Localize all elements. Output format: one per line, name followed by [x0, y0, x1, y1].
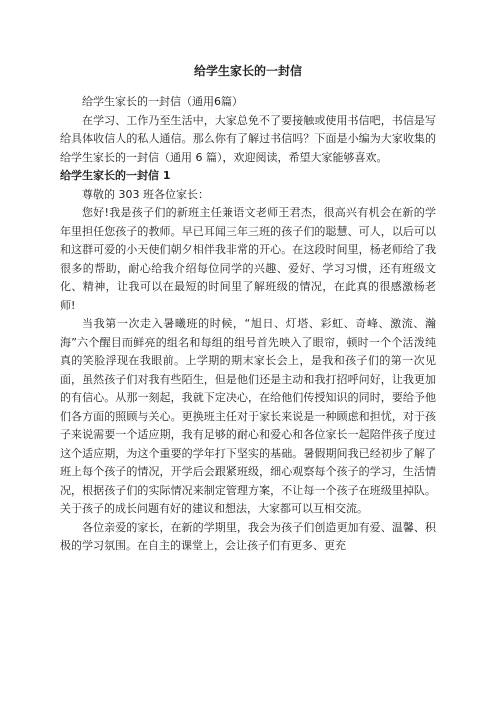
letter-greeting: 尊敬的 303 班各位家长： [82, 187, 209, 201]
intro-paragraph: 在学习、工作乃至生活中，大家总免不了要接触或使用书信吧，书信是写给具体收信人的私人通信。那么你有了解过书信吗？下面是小编为大家收集的给学生家长的一封信（通用 6 篇），欢迎阅读，希望大家能够喜欢。 [60, 113, 436, 164]
document-title: 给学生家长的一封信 [193, 64, 302, 78]
body-paragraph: 您好!我是孩子们的新班主任兼语文老师王君杰，很高兴有机会在新的学年里担任您孩子的教师。早已耳闻三年三班的孩子们的聪慧、可人，以后可以和这群可爱的小天使们朝夕相伴我非常的开心。在这段时间里，杨老师给了我很多的帮助，耐心给我介绍每位同学的兴趣、爱好、学习习惯，还有班级文化、精神，让我可以在最短的时间里了解班级的情况，在此真的很感激杨老师! [60, 206, 436, 312]
section-heading: 给学生家长的一封信 1 [60, 169, 171, 182]
document-subtitle: 给学生家长的一封信（通用6篇） [82, 95, 243, 108]
body-paragraph: 当我第一次走入暑曦班的时候，“旭日、灯塔、彩虹、奇峰、激流、瀚海”六个醒目而鲜亮的组名和每组的组号首先映入了眼帘，顿时一个个活泼纯真的笑脸浮现在我眼前。上学期的期末家长会上，是我和孩子们的第一次见面，虽然孩子们对我有些陌生，但是他们还是主动和我打招呼问好，让我更加的有信心。从那一刻起，我就下定决心，在给他们传授知识的同时，要给予他们各方面的照顾与关心。更换班主任对于家长来说是一种顾虑和担忧，对于孩子来说需要一个适应期，我有足够的耐心和爱心和各位家长一起陪伴孩子度过这个适应期，为这个重要的学年打下坚实的基础。暑假期间我已经初步了解了班上每个孩子的情况，开学后会跟紧班级，细心观察每个孩子的学习，生活情况，根据孩子们的实际情况来制定管理方案，不让每一个孩子在班级里掉队。关于孩子的成长问题有好的建议和想法，大家都可以互相交流。 [60, 317, 436, 515]
body-paragraph: 各位亲爱的家长，在新的学期里，我会为孩子们创造更加有爱、温馨、积极的学习氛围。在自主的课堂上，会让孩子们有更多、更充 [60, 520, 436, 552]
document-body [60, 93, 436, 556]
